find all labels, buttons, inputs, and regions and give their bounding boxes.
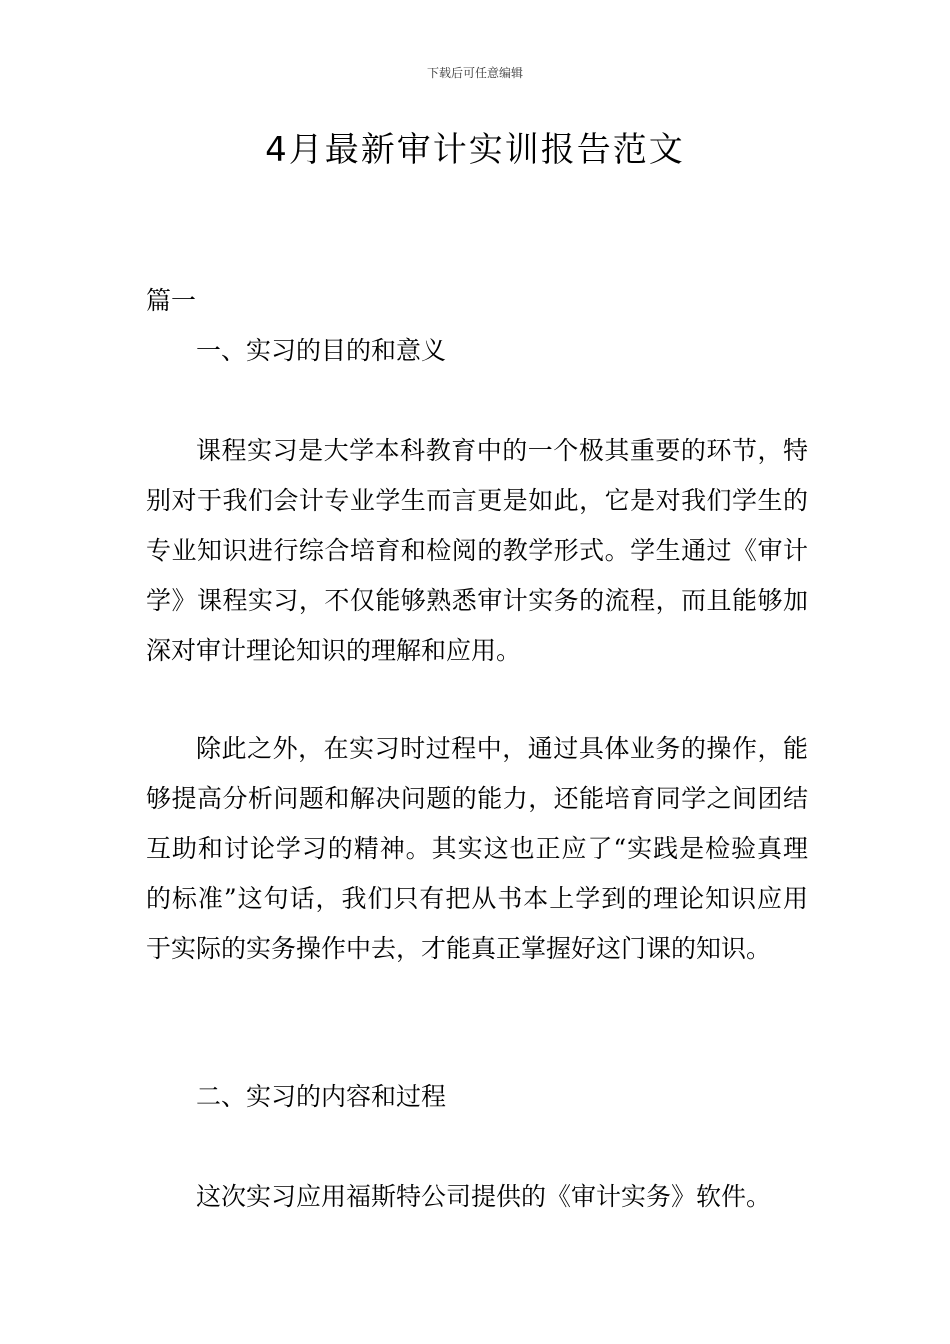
paragraph-software: 这次实习应用福斯特公司提供的《审计实务》软件。 [196, 1182, 772, 1211]
heading-content-process: 二、实习的内容和过程 [196, 1082, 447, 1111]
document-title: 4月最新审计实训报告范文 [265, 130, 685, 170]
heading-purpose: 一、实习的目的和意义 [196, 336, 447, 365]
section-label: 篇一 [146, 286, 197, 315]
header-note: 下载后可任意编辑 [426, 66, 523, 80]
paragraph-besides: 除此之外，在实习时过程中，通过具体业务的操作，能够提高分析问题和解决问题的能力，还能培育同学之间团结互助和讨论学习的精神。其实这也正应了“实践是检验真理的标准”这句话，我们只有把从书本上学到的理论知识应用于实际的实务操作中去，才能真正掌握好这门课的知识。 [146, 734, 808, 963]
paragraph-course-internship: 课程实习是大学本科教育中的一个极其重要的环节，特别对于我们会计专业学生而言更是如此，它是对我们学生的专业知识进行综合培育和检阅的教学形式。学生通过《审计学》课程实习，不仅能够熟悉审计实务的流程，而且能够加深对审计理论知识的理解和应用。 [146, 436, 808, 665]
